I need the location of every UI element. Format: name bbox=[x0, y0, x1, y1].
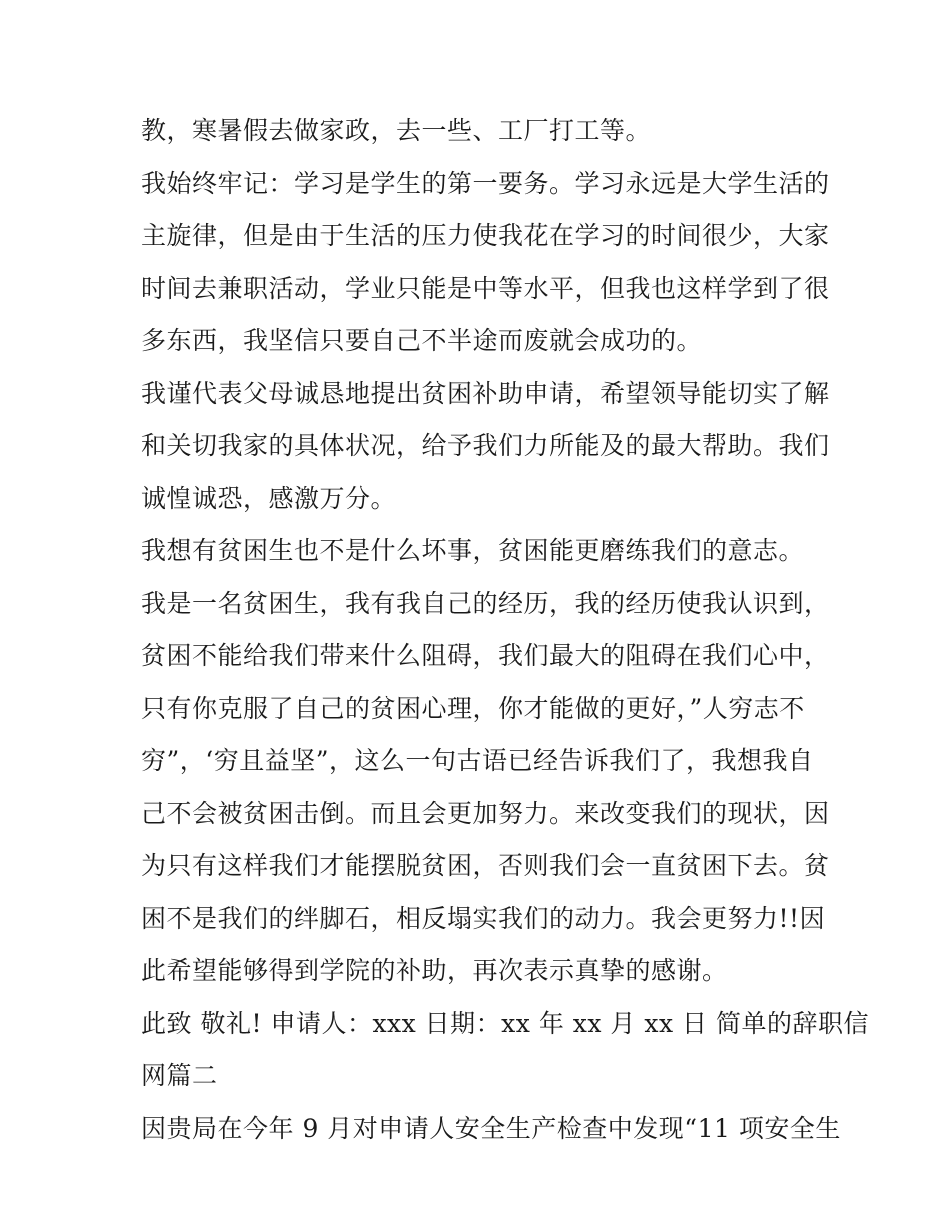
text-line: 多东西，我坚信只要自己不半途而废就会成功的。 bbox=[141, 326, 703, 355]
text-line: 此希望能够得到学院的补助，再次表示真挚的感谢。 bbox=[141, 956, 728, 985]
text-line: 我始终牢记：学习是学生的第一要务。学习永远是大学生活的 bbox=[141, 168, 830, 198]
text-line: 时间去兼职活动，学业只能是中等水平，但我也这样学到了很 bbox=[141, 273, 830, 303]
text-line: 己不会被贫困击倒。而且会更加努力。来改变我们的现状，因 bbox=[141, 798, 830, 828]
text-line: 因贵局在今年 9 月对申请人安全生产检查中发现“11 项安全生 bbox=[141, 1113, 841, 1143]
text-line: 穷”，‘穷且益坚”，这么一句古语已经告诉我们了，我想我自 bbox=[141, 746, 814, 775]
text-line: 和关切我家的具体状况，给予我们力所能及的最大帮助。我们 bbox=[141, 431, 830, 460]
text-line: 我谨代表父母诚恳地提出贫困补助申请，希望领导能切实了解 bbox=[141, 378, 830, 408]
text-line: 诚惶诚恐，感激万分。 bbox=[141, 483, 397, 513]
text-line: 教，寒暑假去做家政，去一些、工厂打工等。 bbox=[141, 116, 652, 145]
text-line: 此致 敬礼! 申请人：xxx 日期：xx 年 xx 月 xx 日 简单的辞职信 bbox=[141, 1008, 869, 1038]
document-body bbox=[141, 108, 869, 1158]
text-line: 贫困不能给我们带来什么阻碍，我们最大的阻碍在我们心中， bbox=[141, 641, 830, 670]
text-line: 网篇二 bbox=[141, 1061, 218, 1090]
text-line: 困不是我们的绊脚石，相反塌实我们的动力。我会更努力!!因 bbox=[141, 903, 826, 933]
text-line: 只有你克服了自己的贫困心理，你才能做的更好，”人穷志不 bbox=[141, 693, 805, 723]
text-line: 我是一名贫困生，我有我自己的经历，我的经历使我认识到， bbox=[141, 588, 830, 618]
text-line: 主旋律，但是由于生活的压力使我花在学习的时间很少，大家 bbox=[141, 221, 830, 250]
text-line: 为只有这样我们才能摆脱贫困，否则我们会一直贫困下去。贫 bbox=[141, 851, 830, 880]
text-line: 我想有贫困生也不是什么坏事，贫困能更磨练我们的意志。 bbox=[141, 536, 805, 565]
